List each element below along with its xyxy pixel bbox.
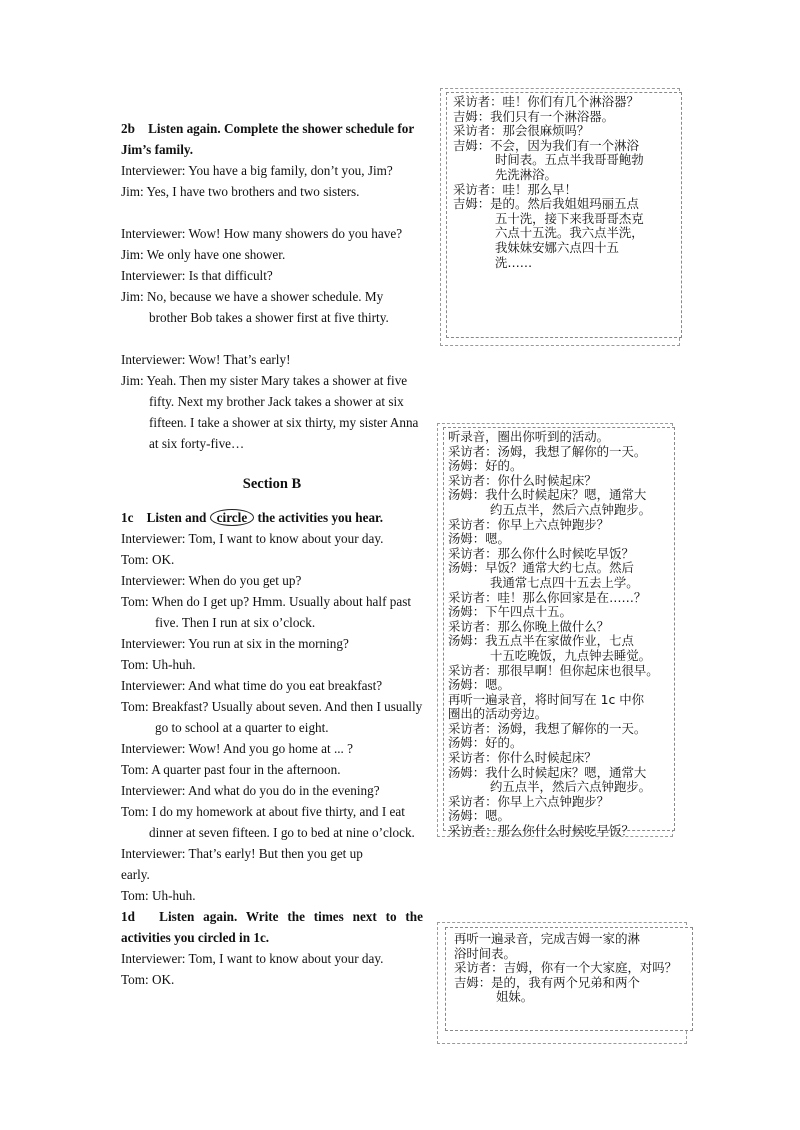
- note-line: 汤姆：好的。: [448, 735, 523, 751]
- block-5: [121, 948, 423, 990]
- note-line: 汤姆：我五点半在家做作业，七点: [448, 633, 634, 649]
- heading-1c-post: the activities you hear.: [254, 510, 383, 525]
- note-line: 先洗淋浴。: [495, 166, 557, 182]
- note-line: 吉姆：是的，我有两个兄弟和两个: [454, 974, 640, 990]
- note-line: 汤姆：嗯。: [448, 531, 510, 547]
- note-line: 采访者：哇！你们有几个淋浴器？: [453, 94, 639, 109]
- block-3: [121, 349, 423, 454]
- note-line: 时间表。五点半我哥哥鲍勃: [495, 152, 644, 168]
- note-line: 采访者：那会很麻烦吗？: [453, 123, 590, 139]
- note-line: 汤姆：我什么时候起床？嗯，通常大: [448, 487, 647, 503]
- note-line: 采访者：汤姆，我想了解你的一天。: [448, 720, 647, 736]
- note-line: 再听一遍录音，完成吉姆一家的淋: [454, 931, 640, 946]
- transcript-line: Tom: When do I get up? Hmm. Usually about half past five. Then I run at six o’clock.: [121, 594, 412, 630]
- note-line: 采访者：哇！那么你回家是在……？: [448, 589, 647, 605]
- note-line: 采访者：汤姆，我想了解你的一天。: [448, 443, 647, 459]
- note-line: 采访者：那么你什么时候吃早饭？: [448, 545, 634, 561]
- note-line: 约五点半，然后六点钟跑步。: [490, 779, 652, 795]
- note-line: 采访者：那么你晚上做什么？: [448, 618, 610, 634]
- transcript-line: Tom: Uh-huh.: [121, 657, 196, 672]
- transcript-line: Interviewer: Wow! How many showers do you have?: [121, 226, 403, 241]
- heading-1c: [121, 507, 423, 528]
- note-line: 五十洗，接下来我哥哥杰克: [495, 210, 644, 226]
- note-line: 采访者：你早上六点钟跑步？: [448, 793, 610, 809]
- transcript-column: [121, 118, 423, 990]
- note-line: 吉姆：是的。然后我姐姐玛丽五点: [453, 196, 639, 212]
- block-1: [121, 160, 423, 202]
- transcript-line: Interviewer: Wow! And you go home at ... ?: [121, 741, 353, 756]
- note-line: 浴时间表。: [454, 945, 516, 961]
- note-line: 汤姆：早饭？通常大约七点。然后: [448, 560, 634, 576]
- note-line: 我妹妹安娜六点四十五: [495, 239, 619, 255]
- transcript-line: Tom: Uh-huh.: [121, 888, 196, 903]
- transcript-line: Interviewer: When do you get up?: [121, 573, 302, 588]
- block-2: [121, 223, 423, 328]
- note-line: 汤姆：嗯。: [448, 677, 510, 693]
- transcript-line: Tom: I do my homework at about five thirty, and I eat dinner at seven fifteen. I go to bed at nine o’clock.: [121, 804, 415, 840]
- transcript-line: Interviewer: Wow! That’s early!: [121, 352, 291, 367]
- transcript-line: Tom: OK.: [121, 552, 175, 567]
- transcript-line: Jim: Yeah. Then my sister Mary takes a shower at five fifty. Next my brother Jack takes a shower at six fifteen. I take a shower at six thirty, my sister Anna at six forty-five…: [121, 373, 419, 451]
- note-line: 听录音，圈出你听到的活动。: [448, 429, 610, 444]
- transcript-line: Jim: We only have one shower.: [121, 247, 286, 262]
- transcript-line: Interviewer: And what time do you eat breakfast?: [121, 678, 383, 693]
- transcript-line: Interviewer: Tom, I want to know about your day.: [121, 951, 384, 966]
- note-line: 采访者：那很早啊！但你起床也很早。: [448, 662, 659, 678]
- note-line: 汤姆：我什么时候起床？嗯，通常大: [448, 764, 647, 780]
- note-line: 十五吃晚饭，九点钟去睡觉。: [490, 647, 652, 663]
- note-line: 汤姆：好的。: [448, 458, 523, 474]
- heading-1c-pre: 1c Listen and: [121, 510, 210, 525]
- note-line: 采访者：你早上六点钟跑步？: [448, 516, 610, 532]
- heading-1d-cont: activities you circled in 1c.: [121, 930, 270, 945]
- note-line: 吉姆：我们只有一个淋浴器。: [453, 108, 615, 124]
- transcript-line: Interviewer: Is that difficult?: [121, 268, 273, 283]
- transcript-line: Interviewer: Tom, I want to know about your day.: [121, 531, 384, 546]
- block-4: [121, 528, 423, 906]
- transcript-line: Interviewer: You have a big family, don’t you, Jim?: [121, 163, 393, 178]
- note-line: 汤姆：下午四点十五。: [448, 604, 572, 620]
- note-line: 吉姆：不会，因为我们有一个淋浴: [453, 137, 639, 153]
- note-line: 姐妹。: [496, 989, 534, 1005]
- note-line: 采访者：你什么时候起床？: [448, 750, 597, 766]
- circled-word: circle: [210, 509, 255, 526]
- note-line: 六点十五洗。我六点半洗，: [495, 225, 644, 241]
- transcript-line: Interviewer: And what do you do in the evening?: [121, 783, 380, 798]
- note-line: 采访者：吉姆，你有一个大家庭，对吗？: [454, 960, 678, 976]
- translation-note-2: [443, 427, 675, 839]
- translation-note-3: [445, 927, 693, 1031]
- transcript-line: Jim: No, because we have a shower schedule. My brother Bob takes a shower first at five thirty.: [121, 289, 389, 325]
- note-line: 采访者：那么你什么时候吃早饭？: [448, 823, 634, 839]
- transcript-line: Interviewer: You run at six in the morning?: [121, 636, 349, 651]
- heading-1d: 1d Listen again. Write the times next to the: [121, 909, 423, 924]
- transcript-line: Jim: Yes, I have two brothers and two sisters.: [121, 184, 360, 199]
- transcript-line: Tom: A quarter past four in the afternoon.: [121, 762, 341, 777]
- note-line: 我通常七点四十五去上学。: [490, 574, 639, 590]
- note-line: 洗……: [495, 254, 533, 270]
- transcript-line: early.: [121, 867, 150, 882]
- transcript-line: Tom: Breakfast? Usually about seven. And then I usually go to school at a quarter to eight.: [121, 699, 423, 735]
- note-line: 采访者：哇！那么早！: [453, 181, 577, 197]
- note-line: 再听一遍录音，将时间写在 1c 中你: [448, 691, 645, 707]
- transcript-line: Tom: OK.: [121, 972, 175, 987]
- section-b-title: Section B: [242, 476, 302, 492]
- transcript-line: Interviewer: That’s early! But then you get up: [121, 846, 363, 861]
- note-line: 汤姆：嗯。: [448, 808, 510, 824]
- note-line: 约五点半，然后六点钟跑步。: [490, 501, 652, 517]
- translation-note-1: [446, 92, 682, 338]
- note-line: 圈出的活动旁边。: [448, 706, 548, 722]
- heading-2b: 2b Listen again. Complete the shower schedule for Jim’s family.: [121, 121, 414, 157]
- note-line: 采访者：你什么时候起床？: [448, 472, 597, 488]
